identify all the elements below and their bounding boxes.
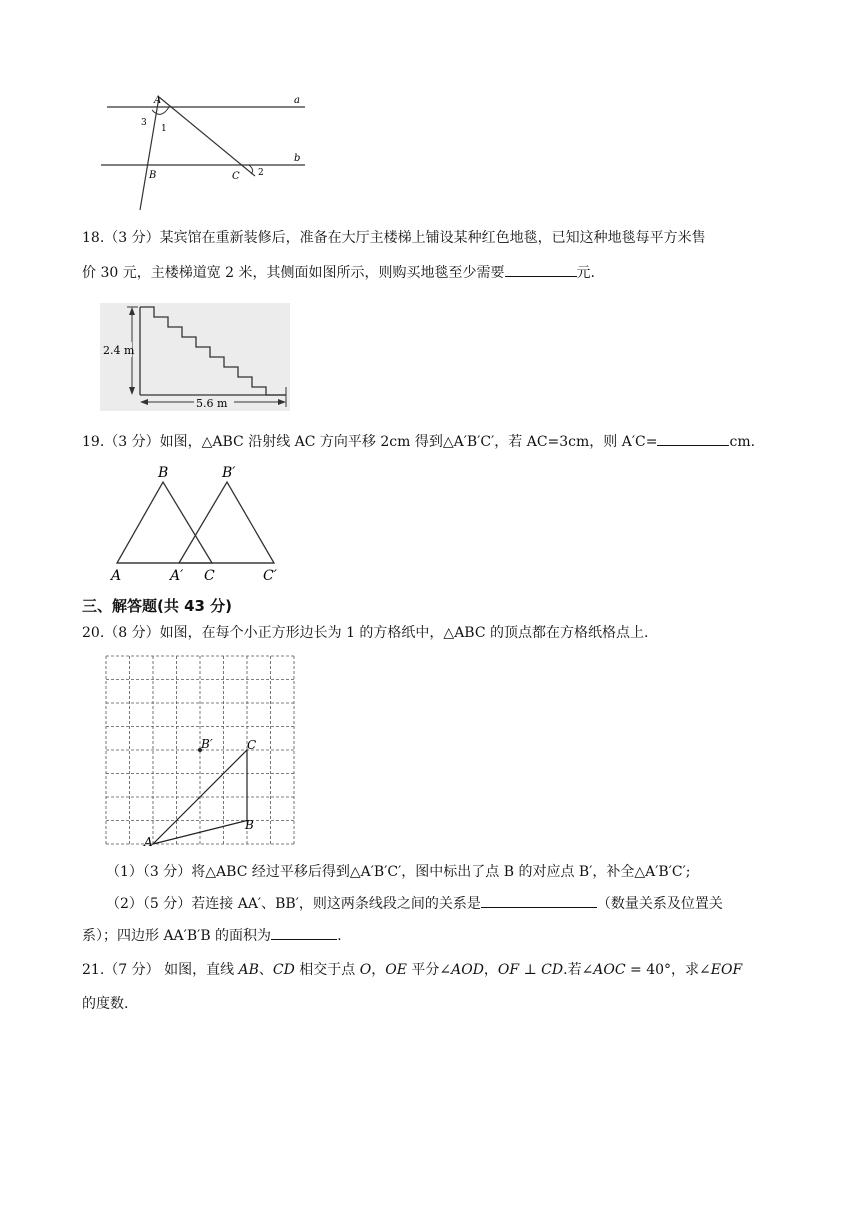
label-A: A (144, 835, 153, 849)
triangle-A2B2C2 (179, 482, 274, 563)
question-18-line1: 18.（3 分）某宾馆在重新装修后，准备在大厅主楼梯上铺设某种红色地毯，已知这种地毯每平方米售 (82, 230, 706, 246)
question-19-text: 19.（3 分）如图，△ABC 沿射线 AC 方向平移 2cm 得到△A′B′C′，若 AC=3cm，则 A′C= (82, 434, 658, 450)
label-B: B (245, 818, 254, 832)
question-19-unit: cm. (729, 434, 756, 450)
parallel-lines-figure (95, 90, 315, 215)
grid-figure (100, 650, 300, 850)
answer-blank-20-relation[interactable] (481, 893, 597, 908)
label-C-prime: C′ (263, 568, 277, 584)
question-20-part2-end: . (337, 928, 342, 944)
answer-blank-18[interactable] (505, 262, 577, 277)
segment-AC (159, 97, 255, 176)
question-20-stem: 20.（8 分）如图，在每个小正方形边长为 1 的方格纸中，△ABC 的顶点都在方格纸格点上. (82, 625, 649, 641)
width-label: 5.6 m (196, 397, 228, 410)
label-a: a (294, 95, 300, 106)
label-B-prime: B′ (201, 737, 213, 751)
height-label: 2.4 m (103, 344, 135, 357)
triangle-ABC (117, 482, 212, 563)
label-3: 3 (141, 118, 147, 128)
label-A: A (154, 95, 162, 106)
label-2: 2 (258, 168, 264, 178)
label-b: b (294, 153, 301, 164)
label-C: C (247, 738, 257, 752)
question-21-line1: 21.（7 分） 如图，直线 𝐴𝐵、𝐶𝐷 相交于点 𝑂，𝑂𝐸 平分∠𝐴𝑂𝐷，𝑂𝐹 ⊥ 𝐶𝐷.若∠𝐴𝑂𝐶 = 40°，求∠𝐸𝑂𝐹 (82, 962, 743, 978)
label-1: 1 (161, 124, 167, 134)
question-20-part2-area-text: 系）；四边形 AA′B′B 的面积为 (82, 928, 272, 944)
label-B: B (149, 170, 157, 181)
question-19-line (82, 431, 755, 452)
question-20-part2-line1 (106, 893, 723, 914)
label-C: C (232, 171, 240, 182)
label-B-prime: B′ (222, 465, 236, 481)
label-A: A (111, 568, 122, 584)
question-18-line2 (82, 262, 595, 283)
answer-blank-19[interactable] (657, 431, 729, 446)
question-18-unit: 元. (576, 265, 595, 281)
answer-blank-20-area[interactable] (271, 925, 337, 940)
label-A-prime: A′ (170, 568, 184, 584)
translated-triangles-figure (105, 460, 290, 585)
question-20-part1: （1）（3 分）将△ABC 经过平移后得到△A′B′C′，图中标出了点 B 的对应点 B′，补全△A′B′C′; (106, 864, 691, 880)
question-21-line2: 的度数. (82, 996, 129, 1012)
angle-arc-1 (152, 107, 169, 114)
question-20-part2-note: （数量关系及位置关 (596, 896, 723, 912)
question-20-part2-line2 (82, 925, 342, 946)
staircase-figure (100, 303, 290, 411)
section-3-title: 三、解答题(共 43 分) (82, 597, 233, 615)
label-B: B (158, 465, 169, 481)
question-20-part2-text: （2）（5 分）若连接 AA′、BB′，则这两条线段之间的关系是 (106, 896, 481, 912)
label-C: C (204, 568, 215, 584)
question-18-text: 价 30 元，主楼梯道宽 2 米，其侧面如图所示，则购买地毯至少需要 (82, 265, 505, 281)
